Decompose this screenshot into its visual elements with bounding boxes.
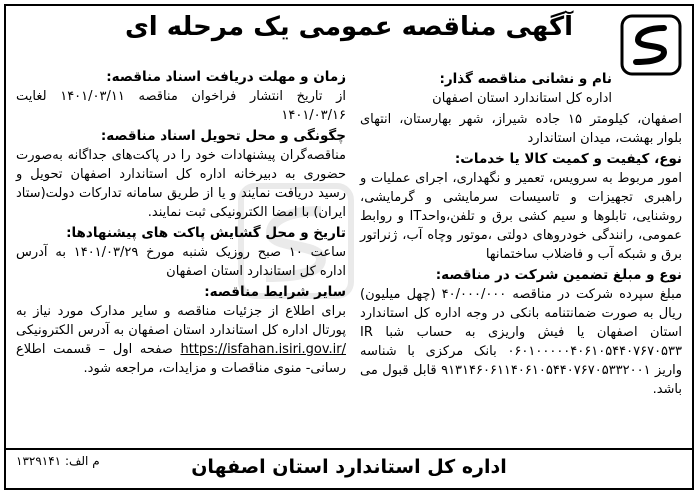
delivery-heading: چگونگی و محل تحویل اسناد مناقصه: <box>100 128 346 144</box>
type-text: امور مربوط به سرویس، تعمیر و نگهداری، اجرای عملیات و راهبری تجهیزات و تاسیسات سرمایشی و گرمایشی، روشنایی، تابلوها و سیم کشی برق و تلفن،واحدIT و روابط عمومی، رانندگی خودروهای دولتی ،موتور وچاه آب، ژنراتور برق و شبکه آب و فاضلاب ساختمانها <box>360 171 682 262</box>
deadline-text: از تاریخ انتشار فراخوان مناقصه ۱۴۰۱/۰۳/۱۱ لغایت ۱۴۰۱/۰۳/۱۶ <box>16 89 346 123</box>
delivery-text: مناقصه‌گران پیشنهادات خود را در پاکت‌های جداگانه به‌صورت حضوری به دبیرخانه اداره کل استاندارد اصفهان تحویل و رسید دریافت نمایند و یا از طریق سامانه تدارکات دولت(ستاد ایران) با امضا الکترونیکی ثبت نمایند. <box>16 148 346 220</box>
organizer-address: اصفهان، کیلومتر ۱۵ جاده شیراز، شهر بهارستان، انتهای بلوار بهشت، میدان استاندارد <box>360 112 682 146</box>
notice-footer <box>6 448 692 488</box>
organizer-heading: نام و نشانی مناقصه گذار: <box>439 71 612 87</box>
tender-notice <box>4 4 694 490</box>
other-conditions-text-1: برای اطلاع از جزئیات مناقصه و سایر مدارک مورد نیاز به پورتال اداره کل استاندارد استان اصفهان به آدرس الکترونیکی <box>16 304 346 338</box>
right-column <box>360 68 682 401</box>
organizer-name: اداره کل استاندارد استان اصفهان <box>432 91 612 106</box>
other-conditions-text-2: صفحه اول – قسمت اطلاع رسانی- منوی مناقصات و مزایدات، مراجعه شود. <box>16 342 346 376</box>
guarantee-text: مبلغ سپرده شرکت در مناقصه ۴۰/۰۰۰/۰۰۰ (چهل میلیون) ریال به صورت ضمانتنامه بانکی در وجه اداره کل استاندارد استان اصفهان یا فیش واریزی به حساب شبا IR ۰۶۰۱۰۰۰۰۰۴۰۶۱۰۵۴۴۰۷۶۷۰۵۳۳ بانک مرکزی با شناسه واریز ۹۱۳۱۴۶۰۶۱۱۴۰۶۱۰۵۴۴۰۷۶۷۰۵۳۳۲۰۰۱ قابل قبول می باشد. <box>360 287 682 397</box>
other-conditions-heading: سایر شرایط مناقصه: <box>204 284 346 300</box>
type-heading: نوع، کیفیت و کمیت کالا یا خدمات: <box>454 151 682 167</box>
opening-text: ساعت ۱۰ صبح روزیک شنبه مورخ ۱۴۰۱/۰۳/۲۹ به آدرس اداره کل استاندارد استان اصفهان <box>16 245 346 279</box>
notice-header <box>6 6 692 58</box>
guarantee-heading: نوع و مبلغ تضمین شرکت در مناقصه: <box>435 267 682 283</box>
footer-organization: اداره کل استاندارد استان اصفهان <box>191 456 507 478</box>
other-conditions-text <box>16 302 346 378</box>
portal-link[interactable]: https://isfahan.isiri.gov.ir/ <box>180 342 347 357</box>
isiri-logo-icon <box>620 14 682 76</box>
opening-heading: تاریخ و محل گشایش پاکت های پیشنهادها: <box>66 225 346 241</box>
notice-title: آگهی مناقصه عمومی یک مرحله ای <box>124 12 574 42</box>
ad-reference-number: م الف: ۱۳۲۹۱۴۱ <box>16 454 100 468</box>
left-column <box>16 66 346 380</box>
deadline-heading: زمان و مهلت دریافت اسناد مناقصه: <box>106 69 346 85</box>
